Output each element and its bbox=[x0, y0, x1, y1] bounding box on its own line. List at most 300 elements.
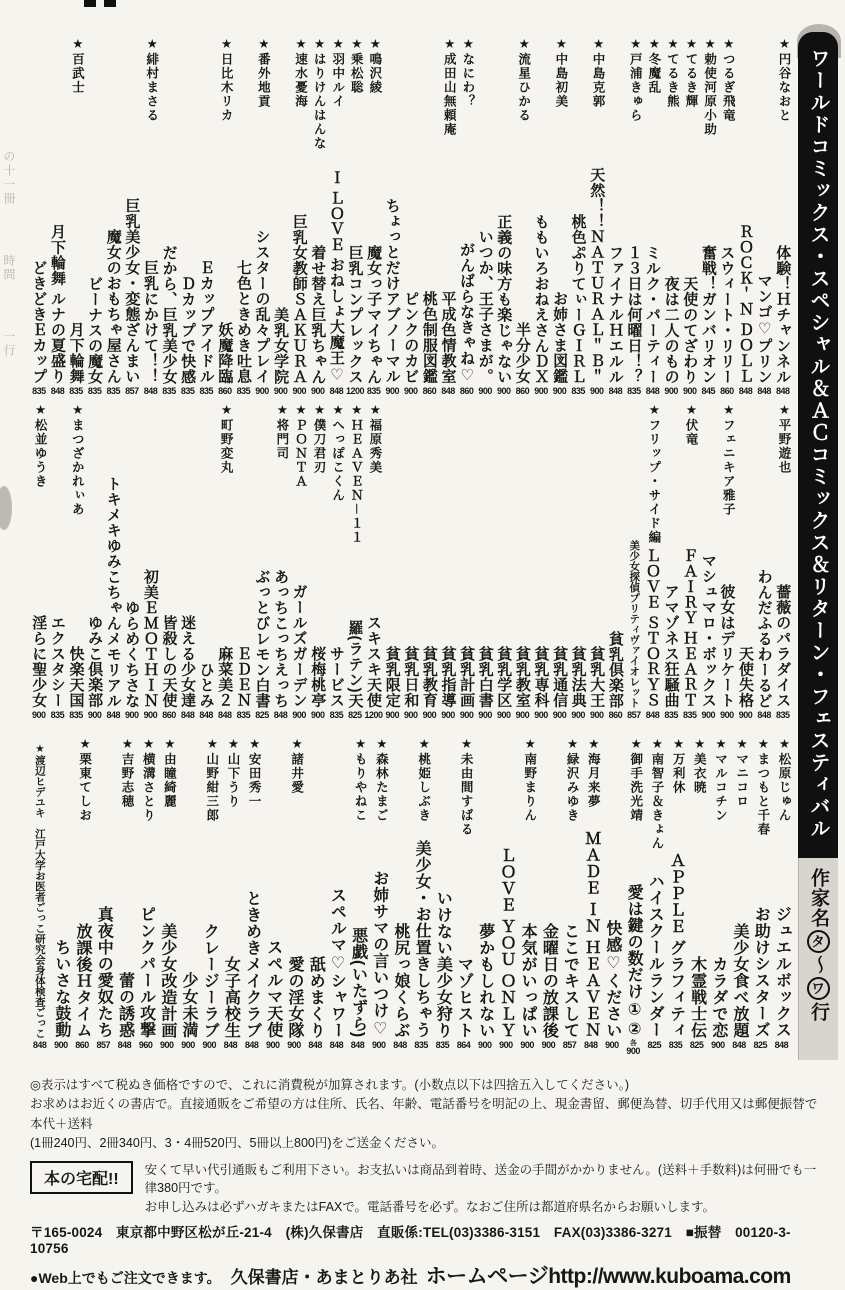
author-group bbox=[327, 34, 346, 400]
author-group bbox=[736, 34, 792, 400]
book-column bbox=[305, 734, 326, 1054]
price-label: 848 bbox=[393, 1040, 407, 1050]
price-label: 900 bbox=[589, 386, 604, 396]
price-label: 900 bbox=[552, 710, 567, 720]
price-label: 860 bbox=[162, 710, 176, 720]
price-label: 848 bbox=[329, 386, 344, 396]
book-column bbox=[271, 34, 290, 400]
author-name: ★つるぎ飛竜 bbox=[721, 36, 736, 123]
book-catalog bbox=[28, 34, 792, 1057]
spine-fragment: 一行 bbox=[2, 330, 16, 358]
book-title: スウィート・リリー bbox=[718, 244, 736, 384]
author-name: ★伏竜 bbox=[684, 402, 699, 447]
book-title: ここでキスして bbox=[561, 922, 579, 1038]
author-group bbox=[305, 734, 369, 1054]
book-title: 妖魔降臨 bbox=[216, 322, 234, 384]
author-name: ★戸浦きゅら bbox=[628, 36, 643, 123]
book-title: Ｉ ＬＯＶＥ おねしょ大魔王♡ bbox=[327, 170, 345, 384]
book-column bbox=[402, 400, 421, 724]
book-title: ビーナスの魔女 bbox=[86, 275, 104, 384]
author-group bbox=[736, 400, 792, 724]
book-title: ひとみ bbox=[197, 661, 215, 708]
book-title: 女子高校生 bbox=[222, 955, 240, 1038]
price-label: 900 bbox=[385, 710, 399, 720]
author-group bbox=[601, 734, 643, 1057]
author-group bbox=[383, 400, 662, 724]
book-column bbox=[178, 400, 197, 724]
book-title: いけない美少女狩り bbox=[434, 889, 452, 1038]
circled-ta-icon: タ bbox=[807, 930, 830, 953]
book-title: ＦＡＩＲＹ ＨＥＡＲＴ bbox=[681, 548, 699, 708]
book-title: 貧乳日和 bbox=[402, 646, 420, 708]
author-group bbox=[308, 400, 327, 724]
author-group bbox=[707, 734, 728, 1054]
author-group bbox=[432, 734, 474, 1054]
book-title: 蕾の誘惑 bbox=[116, 972, 134, 1038]
book-title: ゆらめくちさな bbox=[123, 599, 141, 708]
price-label: 825 bbox=[348, 710, 362, 720]
price-label: 848 bbox=[645, 710, 660, 720]
author-name: ★もりやねこ bbox=[353, 736, 368, 823]
book-column bbox=[587, 400, 606, 724]
book-title: だから、巨乳美少女 bbox=[160, 244, 178, 384]
book-title: 平成色情教室 bbox=[439, 291, 457, 384]
author-group bbox=[177, 734, 219, 1054]
print-registration-mark bbox=[104, 0, 116, 7]
price-label: 835 bbox=[162, 386, 176, 396]
book-title: 貧乳指導 bbox=[439, 646, 457, 708]
author-name: ★番外地貢 bbox=[256, 36, 271, 109]
book-title: がんばらなきゃね♡ bbox=[458, 241, 476, 384]
price-label: 848 bbox=[143, 386, 158, 396]
author-group bbox=[346, 34, 365, 400]
homepage-url: ホームページhttp://www.kuboama.com bbox=[425, 1264, 791, 1288]
catalog-band-3 bbox=[28, 724, 792, 1057]
book-title: ガールズガーデン bbox=[290, 584, 308, 708]
book-title: ＥＤＥＮ bbox=[234, 646, 252, 708]
author-group bbox=[364, 34, 383, 400]
price-label: 900 bbox=[497, 710, 511, 720]
book-title: ＬＯＶＥ ＹＯＵ ＯＮＬＹ bbox=[497, 846, 515, 1038]
book-column bbox=[48, 400, 67, 724]
book-column bbox=[123, 400, 142, 724]
book-title: 桃色ぷりてぃーＧＩＲＬ bbox=[569, 213, 587, 384]
book-title: いつか、王子さまが。 bbox=[476, 229, 494, 384]
price-label: 848 bbox=[732, 1040, 746, 1050]
book-title: マンゴ♡プリン bbox=[755, 272, 773, 384]
spine-text-fragments bbox=[1, 150, 19, 406]
price-label: 960 bbox=[138, 1040, 153, 1050]
book-title: 奮戦！ガンバリオン bbox=[699, 244, 717, 384]
book-title: 愛の淫女隊 bbox=[285, 955, 303, 1038]
spine-fragment: の十一冊 bbox=[2, 150, 16, 206]
book-column bbox=[625, 400, 644, 724]
book-title: トキメキゆみこちゃんメモリアル bbox=[104, 475, 122, 708]
book-title: 天然！！ＮＡＴＵＲＡＬ＂Ｂ＂ bbox=[588, 167, 606, 384]
author-group bbox=[728, 734, 749, 1054]
price-label: 900 bbox=[87, 710, 102, 720]
book-title: 貧乳白書 bbox=[476, 646, 494, 708]
book-title: 貧乳限定 bbox=[383, 646, 401, 708]
book-title: サービス bbox=[327, 646, 345, 708]
price-label: 848 bbox=[645, 386, 660, 396]
book-title: ジュエルボックス bbox=[773, 906, 791, 1038]
author-group bbox=[48, 400, 85, 724]
price-label: 848 bbox=[757, 710, 771, 720]
book-title: ゆみこ倶楽部 bbox=[86, 615, 104, 708]
book-column bbox=[402, 34, 421, 400]
price-label: 900 bbox=[520, 1040, 534, 1050]
book-title: 貧乳大王 bbox=[588, 646, 606, 708]
price-label: 857 bbox=[125, 386, 139, 396]
book-title: Ｄカップで快感 bbox=[179, 275, 197, 384]
author-group bbox=[309, 34, 328, 400]
book-column bbox=[383, 34, 402, 400]
delivery-note-2: お申し込みは必ずハガキまたはFAXで。電話番号を必ず。なおご住所は都道府県名からお願いします。 bbox=[144, 1200, 716, 1214]
author-name: ★緑沢みゆき bbox=[565, 736, 580, 823]
price-label: 900 bbox=[497, 386, 511, 396]
book-column bbox=[389, 734, 410, 1054]
ink-smudge bbox=[0, 486, 12, 530]
price-label: 900 bbox=[32, 710, 46, 720]
price-label: 857 bbox=[627, 710, 641, 720]
author-group bbox=[457, 34, 476, 400]
price-label: 835 bbox=[414, 1040, 428, 1050]
author-name: ★中島克郭 bbox=[591, 36, 606, 109]
author-group bbox=[389, 734, 431, 1054]
book-column bbox=[93, 734, 114, 1054]
book-title: ハイスクールランダー bbox=[646, 873, 664, 1038]
author-group bbox=[476, 34, 532, 400]
author-group bbox=[290, 400, 309, 724]
book-column bbox=[29, 734, 50, 1054]
book-column bbox=[160, 34, 179, 400]
price-label: 848 bbox=[199, 710, 213, 720]
book-title: 悪戯(いたずら) bbox=[349, 927, 367, 1038]
book-title: スキスキ天使 bbox=[365, 615, 383, 708]
price-label: 845 bbox=[701, 386, 716, 396]
book-title: 少女未満 bbox=[180, 972, 198, 1038]
price-label: 900 bbox=[181, 1040, 195, 1050]
price-label: 848 bbox=[583, 1040, 598, 1050]
author-group bbox=[368, 734, 389, 1054]
book-column bbox=[606, 34, 625, 400]
price-label: 848 bbox=[775, 386, 790, 396]
book-title: ＡＰＰＬＥ グラフィティ bbox=[667, 851, 685, 1038]
delivery-note-1: 安くて早い代引通販もご利用下さい。お支払いは商品到着時、送金の手間がかかりません。(送料＋手数料)は何冊でも一律380円です。 bbox=[144, 1162, 817, 1196]
price-label: 900 bbox=[664, 386, 678, 396]
book-title: マゾヒスト bbox=[455, 955, 473, 1038]
book-title: Ｅカップアイドル bbox=[197, 260, 215, 384]
price-label: 900 bbox=[478, 710, 492, 720]
book-title: 快楽天国 bbox=[67, 646, 85, 708]
book-column bbox=[755, 400, 774, 724]
price-label: 900 bbox=[287, 1040, 301, 1050]
book-title: アマゾネス狂騒曲 bbox=[662, 584, 680, 708]
price-label: 900 bbox=[311, 386, 325, 396]
price-label: 860 bbox=[422, 386, 437, 396]
author-name: ★流星ひかる bbox=[516, 36, 531, 123]
author-group bbox=[234, 400, 290, 724]
price-label: 900 bbox=[459, 710, 474, 720]
price-label: 835 bbox=[329, 710, 344, 720]
price-label: 900 bbox=[571, 710, 585, 720]
book-title: 彼女はデリケート bbox=[718, 584, 736, 708]
book-column bbox=[123, 34, 142, 400]
author-name: ★諸井愛 bbox=[289, 736, 304, 795]
price-label: 900 bbox=[478, 386, 492, 396]
book-title: 月下輪舞 ルナの夏盛り bbox=[48, 224, 66, 384]
author-group bbox=[750, 734, 771, 1054]
book-column bbox=[160, 400, 179, 724]
book-column bbox=[494, 34, 513, 400]
price-label: 835 bbox=[87, 386, 102, 396]
price-label: 848 bbox=[350, 1040, 365, 1050]
book-title: 正義の味方も楽じゃない bbox=[495, 213, 513, 384]
book-column bbox=[550, 400, 569, 724]
author-name: ★御手洗光靖 bbox=[628, 736, 643, 823]
price-label: 1200 bbox=[345, 386, 365, 396]
author-name: ★僕刀君刃 bbox=[312, 402, 327, 475]
author-name: ★羽中ルイ bbox=[330, 36, 345, 109]
series-banner bbox=[798, 28, 840, 1060]
book-title: 迷える少女達 bbox=[179, 615, 197, 708]
author-name: ★百武士 bbox=[70, 36, 85, 95]
author-name: ★ＨＥＡＶＥＮ－１１ bbox=[349, 402, 364, 545]
author-name: ★日比木リカ bbox=[219, 36, 234, 123]
price-label: 900 bbox=[202, 1040, 216, 1050]
author-name: ★南野まりん bbox=[522, 736, 537, 823]
price-label: 835 bbox=[50, 710, 65, 720]
book-column bbox=[432, 734, 453, 1054]
price-label: 835 bbox=[199, 386, 214, 396]
price-label: 848 bbox=[757, 386, 771, 396]
price-label: 857 bbox=[96, 1040, 111, 1050]
book-title: 巨乳女教師ＳＡＫＵＲＡ bbox=[290, 213, 308, 384]
price-label: 900 bbox=[534, 386, 548, 396]
price-label: 848 bbox=[117, 1040, 132, 1050]
author-name: ★山下うり bbox=[225, 736, 240, 809]
series-banner-strip bbox=[798, 32, 838, 858]
book-column bbox=[420, 400, 439, 724]
book-column bbox=[420, 34, 439, 400]
book-title: 天使失格 bbox=[737, 646, 755, 708]
book-title: 貧乳教育 bbox=[420, 646, 438, 708]
price-label: 900 bbox=[292, 386, 306, 396]
book-column bbox=[532, 34, 551, 400]
spine-fragment: 時間 bbox=[2, 254, 16, 282]
author-name: ★てるき輝 bbox=[684, 36, 699, 109]
book-column bbox=[755, 34, 774, 400]
price-label: 900 bbox=[160, 1040, 174, 1050]
book-title: 天使のてざわり bbox=[681, 275, 699, 384]
price-label: 900 bbox=[441, 710, 455, 720]
price-label: 860 bbox=[459, 386, 474, 396]
author-group bbox=[699, 400, 736, 724]
price-label: 900 bbox=[738, 710, 753, 720]
book-title: ぶっとびレモン白書 bbox=[253, 568, 271, 708]
book-title: 貧乳教室 bbox=[513, 646, 531, 708]
author-name: ★てるき熊 bbox=[665, 36, 680, 109]
author-group bbox=[771, 734, 792, 1054]
author-group bbox=[135, 734, 156, 1054]
author-name: ★マニコロ bbox=[734, 736, 749, 809]
price-label: 860 bbox=[515, 386, 530, 396]
author-name: ★まつもと千春 bbox=[755, 736, 770, 837]
price-label: 835 bbox=[32, 386, 46, 396]
author-name: ★南智子＆きょん bbox=[649, 736, 664, 851]
book-title: 皆殺しの天使 bbox=[160, 615, 178, 708]
book-column bbox=[104, 34, 123, 400]
author-group bbox=[643, 34, 662, 400]
price-label: 900 bbox=[422, 710, 437, 720]
ordering-info bbox=[30, 1076, 822, 1290]
book-title: 金曜日の放課後 bbox=[540, 922, 558, 1038]
book-title: 淫らに聖少女 bbox=[30, 615, 48, 708]
book-title: お姉さま図鑑 bbox=[551, 291, 569, 384]
book-column bbox=[383, 400, 402, 724]
book-title: 美少女改造計画 bbox=[158, 922, 176, 1038]
author-name: ★フリップ・サイド編 bbox=[646, 402, 661, 545]
book-column bbox=[85, 34, 104, 400]
book-column bbox=[178, 34, 197, 400]
price-label: 各 900 bbox=[626, 1040, 640, 1057]
book-title: 巨乳にかけて！！ bbox=[141, 260, 159, 384]
book-column bbox=[50, 734, 71, 1054]
author-group bbox=[156, 734, 177, 1054]
author-name: ★円谷なおと bbox=[777, 36, 791, 123]
book-column bbox=[439, 400, 458, 724]
price-label: 825 bbox=[689, 1040, 704, 1050]
author-group bbox=[474, 734, 538, 1054]
price-label: 848 bbox=[738, 386, 753, 396]
order-note-1: お求めはお近くの書店で。直接通販をご希望の方は住所、氏名、年齢、電話番号を明記の上、現金書留、郵便為替、切手代用又は郵便振替で本代＋送料 bbox=[30, 1097, 818, 1131]
author-name: ★乗松聡 bbox=[349, 36, 364, 95]
author-name: ★美衣暁 bbox=[692, 736, 707, 795]
author-group bbox=[50, 734, 92, 1054]
author-name: ★万利休 bbox=[671, 736, 686, 795]
book-column bbox=[476, 34, 495, 400]
author-name: ★へっぽこくん bbox=[330, 402, 345, 503]
book-title: 木霊戦士伝 bbox=[688, 955, 706, 1038]
book-title: ももいろおねえさんＤＸ bbox=[532, 213, 550, 384]
publisher-address: 〒165-0024 東京都中野区松が丘-21-4 (株)久保書店 直販係:TEL(03)3386-3151 FAX(03)3386-3271 ■振替 00120-3-10756 bbox=[30, 1224, 791, 1256]
price-label: 900 bbox=[385, 386, 399, 396]
price-label: 900 bbox=[143, 710, 158, 720]
book-column bbox=[141, 400, 160, 724]
series-banner-title: ワールドコミックス・スペシャル＆ＡＣコミックス＆リターン・フェスティバル bbox=[807, 48, 829, 840]
book-title: 貧乳計画 bbox=[458, 646, 476, 708]
book-column bbox=[601, 734, 622, 1054]
price-label: 825 bbox=[753, 1040, 767, 1050]
book-title: 月下輪舞 bbox=[67, 322, 85, 384]
book-title: ちょっとだけアブノーマル bbox=[383, 198, 401, 384]
author-group bbox=[680, 34, 699, 400]
author-index-suffix: 行 bbox=[808, 1002, 829, 1022]
book-column bbox=[197, 400, 216, 724]
price-label: 835 bbox=[106, 386, 121, 396]
author-name: ★勅使河原小助 bbox=[702, 36, 717, 137]
price-label: 835 bbox=[627, 386, 641, 396]
book-title: 美少女・お仕置きしちゃう bbox=[413, 840, 431, 1038]
book-title: 魔女のおもちゃ屋さん bbox=[104, 229, 122, 384]
book-column bbox=[494, 400, 513, 724]
author-group bbox=[662, 400, 699, 724]
book-title: 真夜中の愛奴たち bbox=[95, 906, 113, 1038]
book-title: 桜梅桃亭 bbox=[309, 646, 327, 708]
author-group bbox=[160, 34, 234, 400]
book-title: 貧乳倶楽部 bbox=[606, 630, 624, 708]
author-name: ★はりけんはんな bbox=[312, 36, 327, 151]
author-name: ★吉野志穂 bbox=[120, 736, 135, 809]
author-name: ★松並ゆうき bbox=[33, 402, 48, 489]
price-label: 835 bbox=[571, 386, 585, 396]
book-title: どきどきＥカップ bbox=[30, 260, 48, 384]
author-group bbox=[85, 34, 159, 400]
price-label: 900 bbox=[589, 710, 604, 720]
book-column bbox=[197, 34, 216, 400]
circled-wa-icon: ワ bbox=[807, 977, 830, 1000]
book-column bbox=[569, 400, 588, 724]
author-name: ★山野紺三郎 bbox=[204, 736, 219, 823]
price-label: 835 bbox=[180, 386, 195, 396]
price-label: 835 bbox=[366, 386, 381, 396]
author-name: ★ＰＯＮＴＡ bbox=[293, 402, 308, 489]
author-name: ★速水憂海 bbox=[293, 36, 308, 109]
author-name: ★福原秀美 bbox=[367, 402, 382, 475]
book-title: ＭＡＤＥ ＩＮ ＨＥＡＶＥＮ bbox=[582, 830, 600, 1038]
book-title: 美少女探偵プリティヴァイオレット bbox=[628, 540, 641, 708]
author-group bbox=[29, 734, 50, 1054]
author-name: ★フェニキア雅子 bbox=[721, 402, 736, 517]
book-title: ちいさな鼓動 bbox=[52, 939, 70, 1038]
price-label: 825 bbox=[647, 1040, 662, 1050]
price-label: 848 bbox=[608, 386, 623, 396]
author-group bbox=[30, 34, 86, 400]
author-name: ★緋村まさる bbox=[144, 36, 159, 123]
book-delivery-badge: 本の宅配!! bbox=[30, 1161, 133, 1194]
price-label: 900 bbox=[515, 710, 530, 720]
book-column bbox=[736, 400, 755, 724]
price-label: 900 bbox=[701, 710, 716, 720]
book-title: 夢かもしれない bbox=[476, 922, 494, 1038]
price-label: 900 bbox=[720, 710, 734, 720]
price-label: 900 bbox=[541, 1040, 556, 1050]
author-name: ★冬魔乱 bbox=[646, 36, 661, 95]
book-title: ＬＯＶＥ ＳＴＯＲＹＳ bbox=[644, 548, 662, 708]
author-name: ★海月来夢 bbox=[586, 736, 601, 809]
book-column bbox=[662, 400, 681, 724]
author-name: ★中島初美 bbox=[553, 36, 568, 109]
author-name: ★森林たまご bbox=[374, 736, 389, 823]
author-name: ★桃姫しぶき bbox=[416, 736, 431, 823]
print-registration-mark bbox=[84, 0, 96, 7]
author-name: ★安田秀一 bbox=[247, 736, 262, 809]
book-title: 夜は二人のもの bbox=[662, 275, 680, 384]
price-label: 835 bbox=[682, 710, 697, 720]
book-title: スペルマ天使 bbox=[264, 939, 282, 1038]
book-column bbox=[326, 734, 347, 1054]
author-name: ★松原じゅん bbox=[777, 736, 791, 823]
author-group bbox=[606, 34, 643, 400]
book-column bbox=[234, 400, 253, 724]
author-group bbox=[93, 734, 135, 1054]
web-order-note: ●Web上でもご注文できます。 bbox=[30, 1269, 221, 1286]
author-group bbox=[85, 400, 234, 724]
price-label: 848 bbox=[329, 1040, 344, 1050]
book-title: 快感♡ください bbox=[603, 919, 621, 1038]
price-label: 900 bbox=[552, 386, 567, 396]
